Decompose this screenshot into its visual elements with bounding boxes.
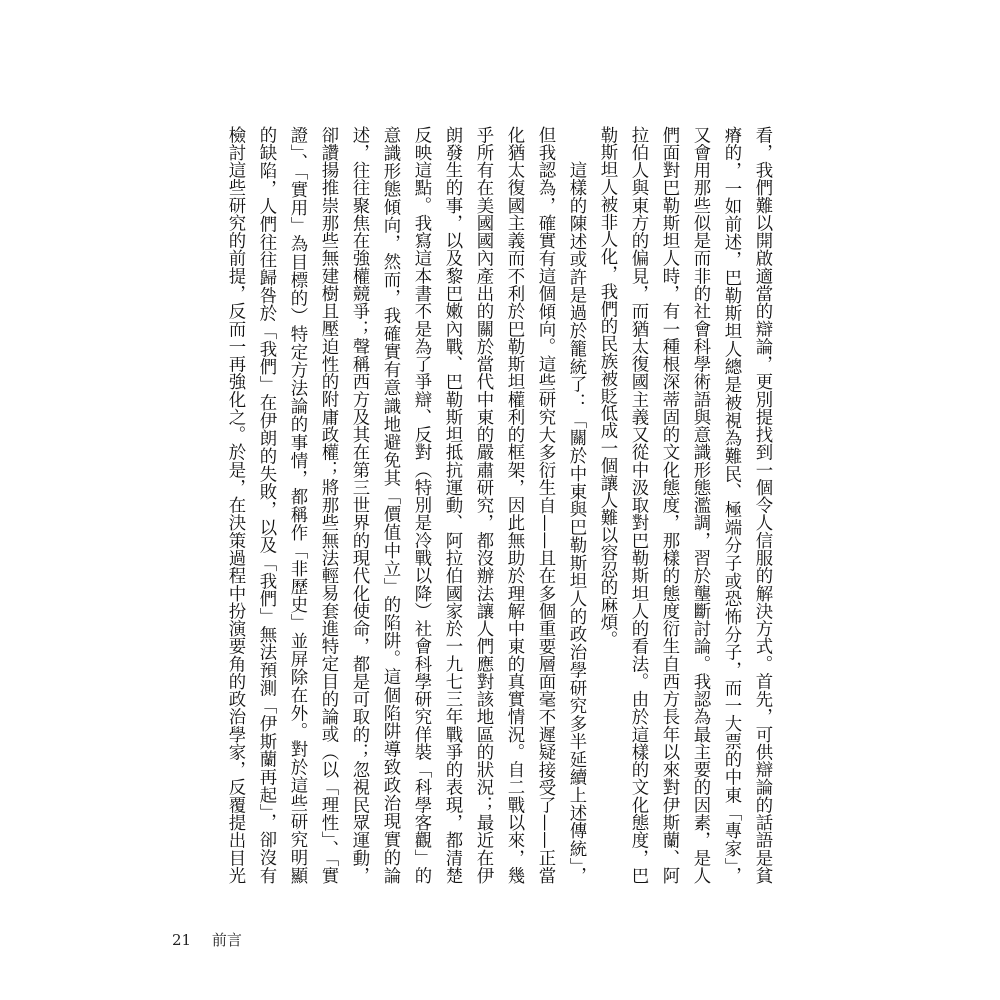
page-number: 21 <box>172 931 192 949</box>
text-column: 看，我們難以開啟適當的辯論，更別提找到一個令人信服的解決方式。首先，可供辯論的話語是貧 <box>752 126 772 884</box>
text-column: 這樣的陳述或許是過於籠統了：「關於中東與巴勒斯坦人的政治學研究多半延續上述傳統」， <box>566 160 586 884</box>
text-column: 瘠的，一如前述，巴勒斯坦人總是被視為難民、極端分子或恐怖分子，而一大票的中東「專家」， <box>721 126 741 884</box>
text-column: 卻讚揚推崇那些無建樹且壓迫性的附庸政權；將那些無法輕易套進特定目的論或（以「理性」、「實 <box>318 126 338 884</box>
text-column: 乎所有在美國國內產出的關於當代中東的嚴肅研究，都沒辦法讓人們應對該地區的狀況；最近在伊 <box>473 126 493 884</box>
section-title: 前言 <box>211 931 242 949</box>
text-column: 的缺陷，人們往往歸咎於「我們」在伊朗的失敗，以及「我們」無法預測「伊斯蘭再起」，卻沒有 <box>256 126 276 884</box>
text-column: 證」、「實用」為目標的）特定方法論的事情，都稱作「非歷史」並屏除在外。對於這些研究明顯 <box>287 126 307 884</box>
text-column: 意識形態傾向，然而，我確實有意識地避免其「價值中立」的陷阱。這個陷阱導致政治現實的論 <box>380 126 400 884</box>
text-column: 勒斯坦人被非人化，我們的民族被貶低成一個讓人難以容忍的麻煩。 <box>597 126 617 648</box>
text-column: 述，往往聚焦在強權競爭；聲稱西方及其在第三世界的現代化使命，都是可取的；忽視民眾運動， <box>349 126 369 884</box>
text-column: 化猶太復國主義而不利於巴勒斯坦權利的框架，因此無助於理解中東的真實情況。自二戰以來，幾 <box>504 126 524 884</box>
body-text <box>219 126 777 884</box>
page-footer <box>172 929 258 950</box>
text-column: 但我認為，確實有這個傾向。這些研究大多衍生自——且在多個重要層面毫不遲疑接受了——正當 <box>535 126 555 884</box>
text-column: 拉伯人與東方的偏見，而猶太復國主義又從中汲取對巴勒斯坦人的看法。由於這樣的文化態度，巴 <box>628 126 648 884</box>
text-column: 反映這點。我寫這本書不是為了爭辯、反對（特別是冷戰以降）社會科學研究佯裝「科學客觀」的 <box>411 126 431 884</box>
text-column: 檢討這些研究的前提，反而一再強化之。於是，在決策過程中扮演要角的政治學家，反覆提出目光 <box>225 126 245 884</box>
text-column: 又會用那些似是而非的社會科學術語與意識形態濫調，習於壟斷討論。我認為最主要的因素，是人 <box>690 126 710 884</box>
text-column: 朗發生的事，以及黎巴嫩內戰、巴勒斯坦抵抗運動、阿拉伯國家於一九七三年戰爭的表現，都清楚 <box>442 126 462 884</box>
text-column: 們面對巴勒斯坦人時，有一種根深蒂固的文化態度，那樣的態度衍生自西方長年以來對伊斯蘭、阿 <box>659 126 679 884</box>
